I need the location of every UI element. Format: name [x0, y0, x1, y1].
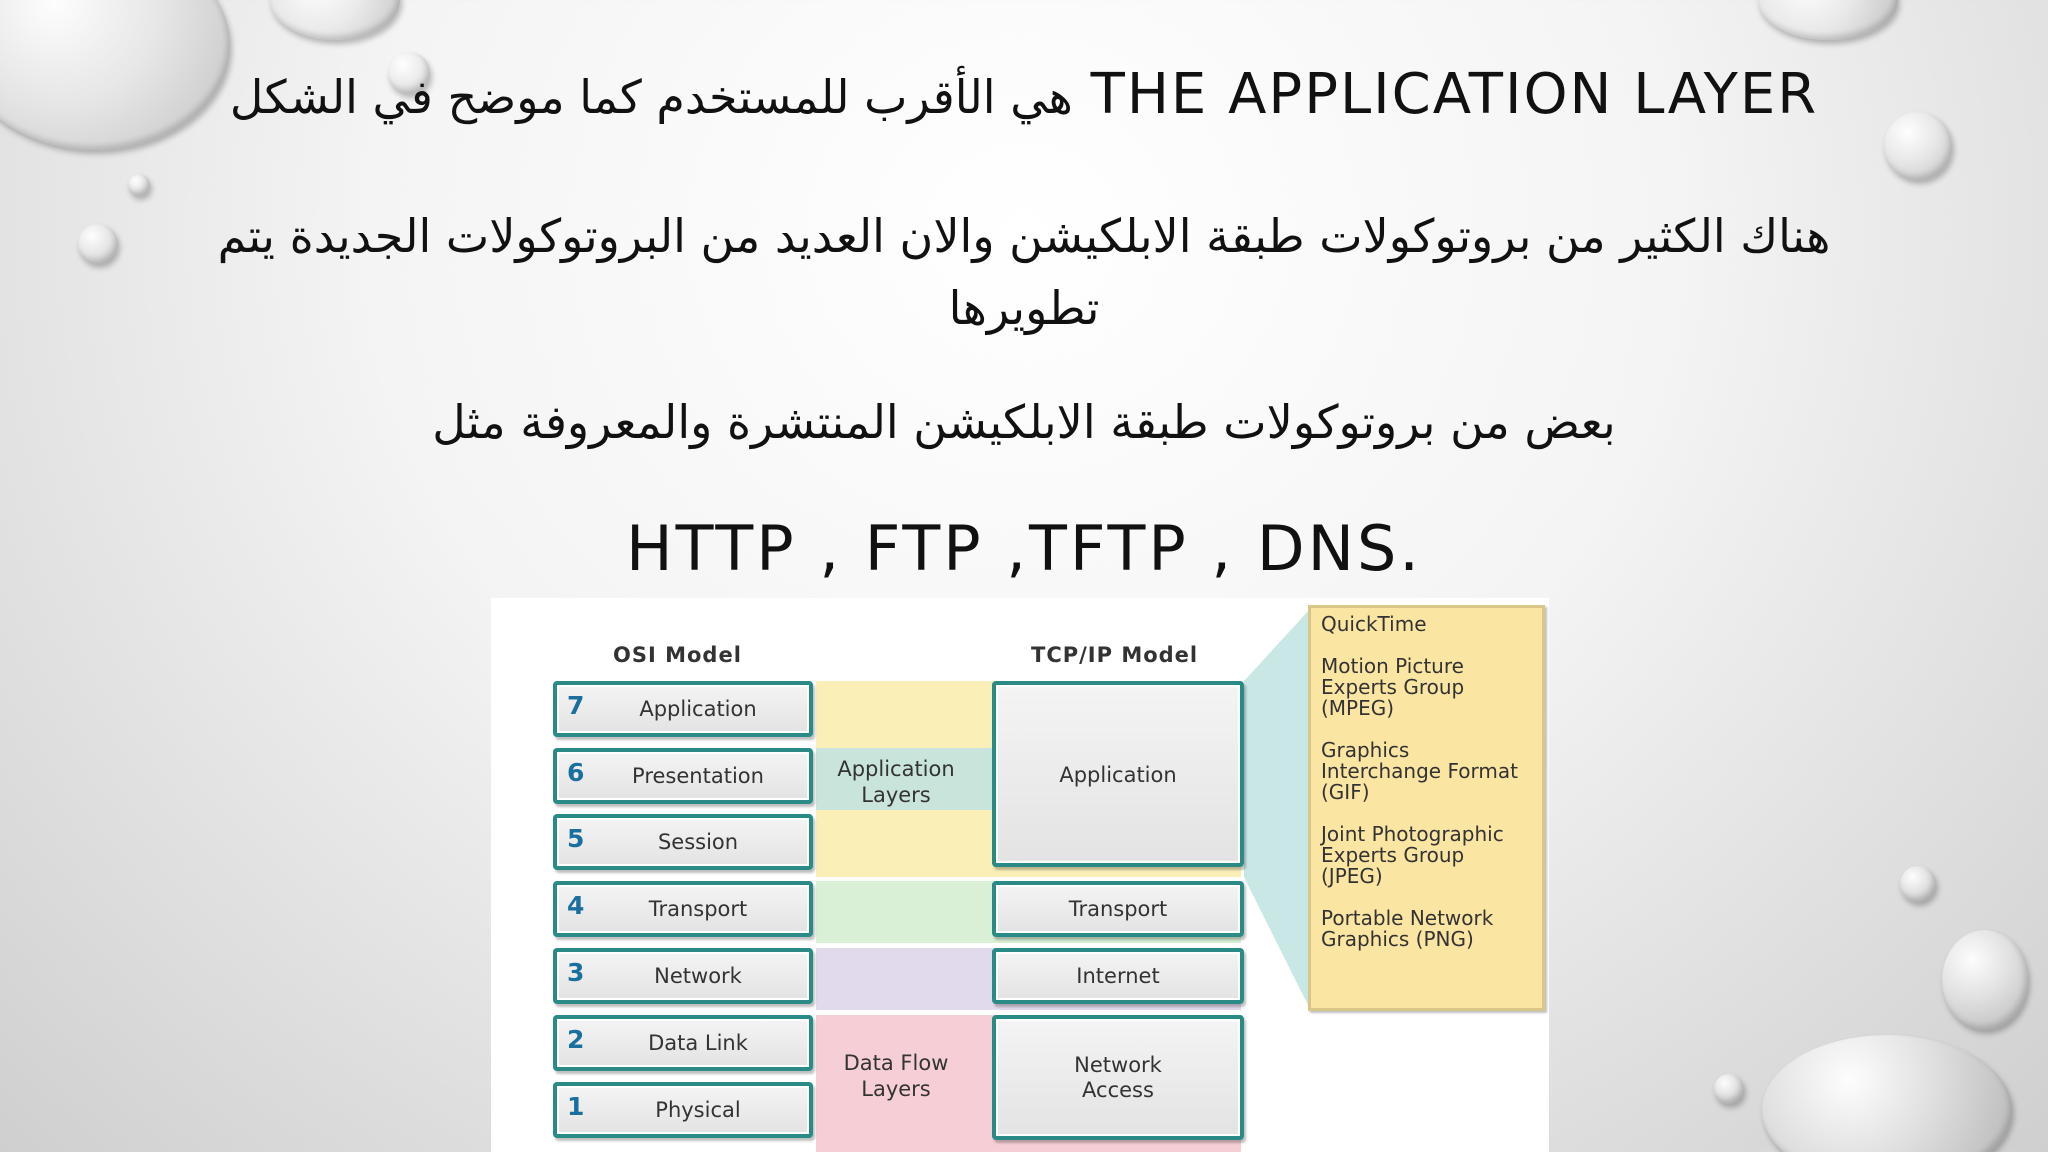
slide-title-arabic: هي الأقرب للمستخدم كما موضح في الشكل — [229, 70, 1073, 124]
example-png: Portable Network Graphics (PNG) — [1321, 906, 1494, 951]
water-drop-decoration — [270, 0, 400, 40]
osi-layer-2 — [553, 1015, 813, 1071]
tcpip-network-access-layer — [992, 1015, 1244, 1140]
slide-title — [0, 62, 2048, 127]
osi-layer-number: 3 — [567, 958, 585, 987]
osi-layer-1 — [553, 1082, 813, 1138]
tcpip-layer-label: Internet — [1076, 964, 1160, 988]
osi-layer-label: Transport — [648, 897, 748, 921]
osi-layer-number: 1 — [567, 1092, 585, 1121]
water-drop-decoration — [1758, 0, 1898, 40]
osi-layer-7 — [553, 681, 813, 737]
tcpip-application-layer — [992, 681, 1244, 867]
osi-layer-label: Physical — [655, 1098, 741, 1122]
osi-layer-6 — [553, 748, 813, 804]
osi-layer-label: Application — [639, 697, 757, 721]
tcpip-transport-layer — [992, 881, 1244, 937]
application-examples-panel — [1308, 605, 1545, 1011]
tcpip-model-heading: TCP/IP Model — [1031, 643, 1199, 667]
osi-layer-number: 6 — [567, 758, 585, 787]
water-drop-decoration — [1900, 866, 1936, 902]
osi-layer-5 — [553, 814, 813, 870]
osi-layer-label: Data Link — [648, 1031, 748, 1055]
paragraph-known-protocols: بعض من بروتوكولات طبقة الابلكيشن المنتشرة والمعروفة مثل — [432, 395, 1616, 449]
tcpip-internet-layer — [992, 948, 1244, 1004]
osi-layer-label: Network — [654, 964, 742, 988]
data-flow-layers-label: Data Flow Layers — [843, 1051, 949, 1101]
osi-layer-number: 4 — [567, 891, 585, 920]
osi-layer-4 — [553, 881, 813, 937]
tcpip-layer-label: Application — [1059, 763, 1177, 787]
osi-layer-3 — [553, 948, 813, 1004]
osi-layer-label: Session — [657, 830, 739, 854]
osi-tcpip-diagram — [491, 598, 1549, 1152]
osi-layer-number: 7 — [567, 691, 585, 720]
tcpip-layer-label: Transport — [1068, 897, 1168, 921]
tcpip-layer-label: Network Access — [1074, 1053, 1162, 1102]
water-drop-decoration — [78, 224, 118, 264]
water-drop-decoration — [1942, 930, 2028, 1030]
water-drop-decoration — [1762, 1035, 2012, 1152]
water-drop-decoration — [128, 174, 150, 196]
slide-title-english: THE APPLICATION LAYER — [1090, 62, 1819, 127]
application-layers-label: Application Layers — [837, 757, 955, 807]
osi-layer-number: 5 — [567, 824, 585, 853]
osi-layer-number: 2 — [567, 1025, 585, 1054]
paragraph-protocols-development: هناك الكثير من بروتوكولات طبقة الابلكيشن والان العديد من البروتوكولات الجديدة يتم تطويرها — [217, 209, 1831, 335]
osi-model-heading: OSI Model — [613, 643, 742, 667]
osi-layer-label: Presentation — [632, 764, 764, 788]
water-drop-decoration — [1714, 1074, 1744, 1104]
protocol-list: HTTP , FTP ,TFTP , DNS. — [625, 512, 1423, 585]
example-jpeg: Joint Photographic Experts Group (JPEG) — [1321, 822, 1504, 888]
example-mpeg: Motion Picture Experts Group (MPEG) — [1321, 654, 1465, 720]
example-gif: Graphics Interchange Format (GIF) — [1321, 738, 1518, 804]
example-quicktime: QuickTime — [1321, 612, 1427, 636]
